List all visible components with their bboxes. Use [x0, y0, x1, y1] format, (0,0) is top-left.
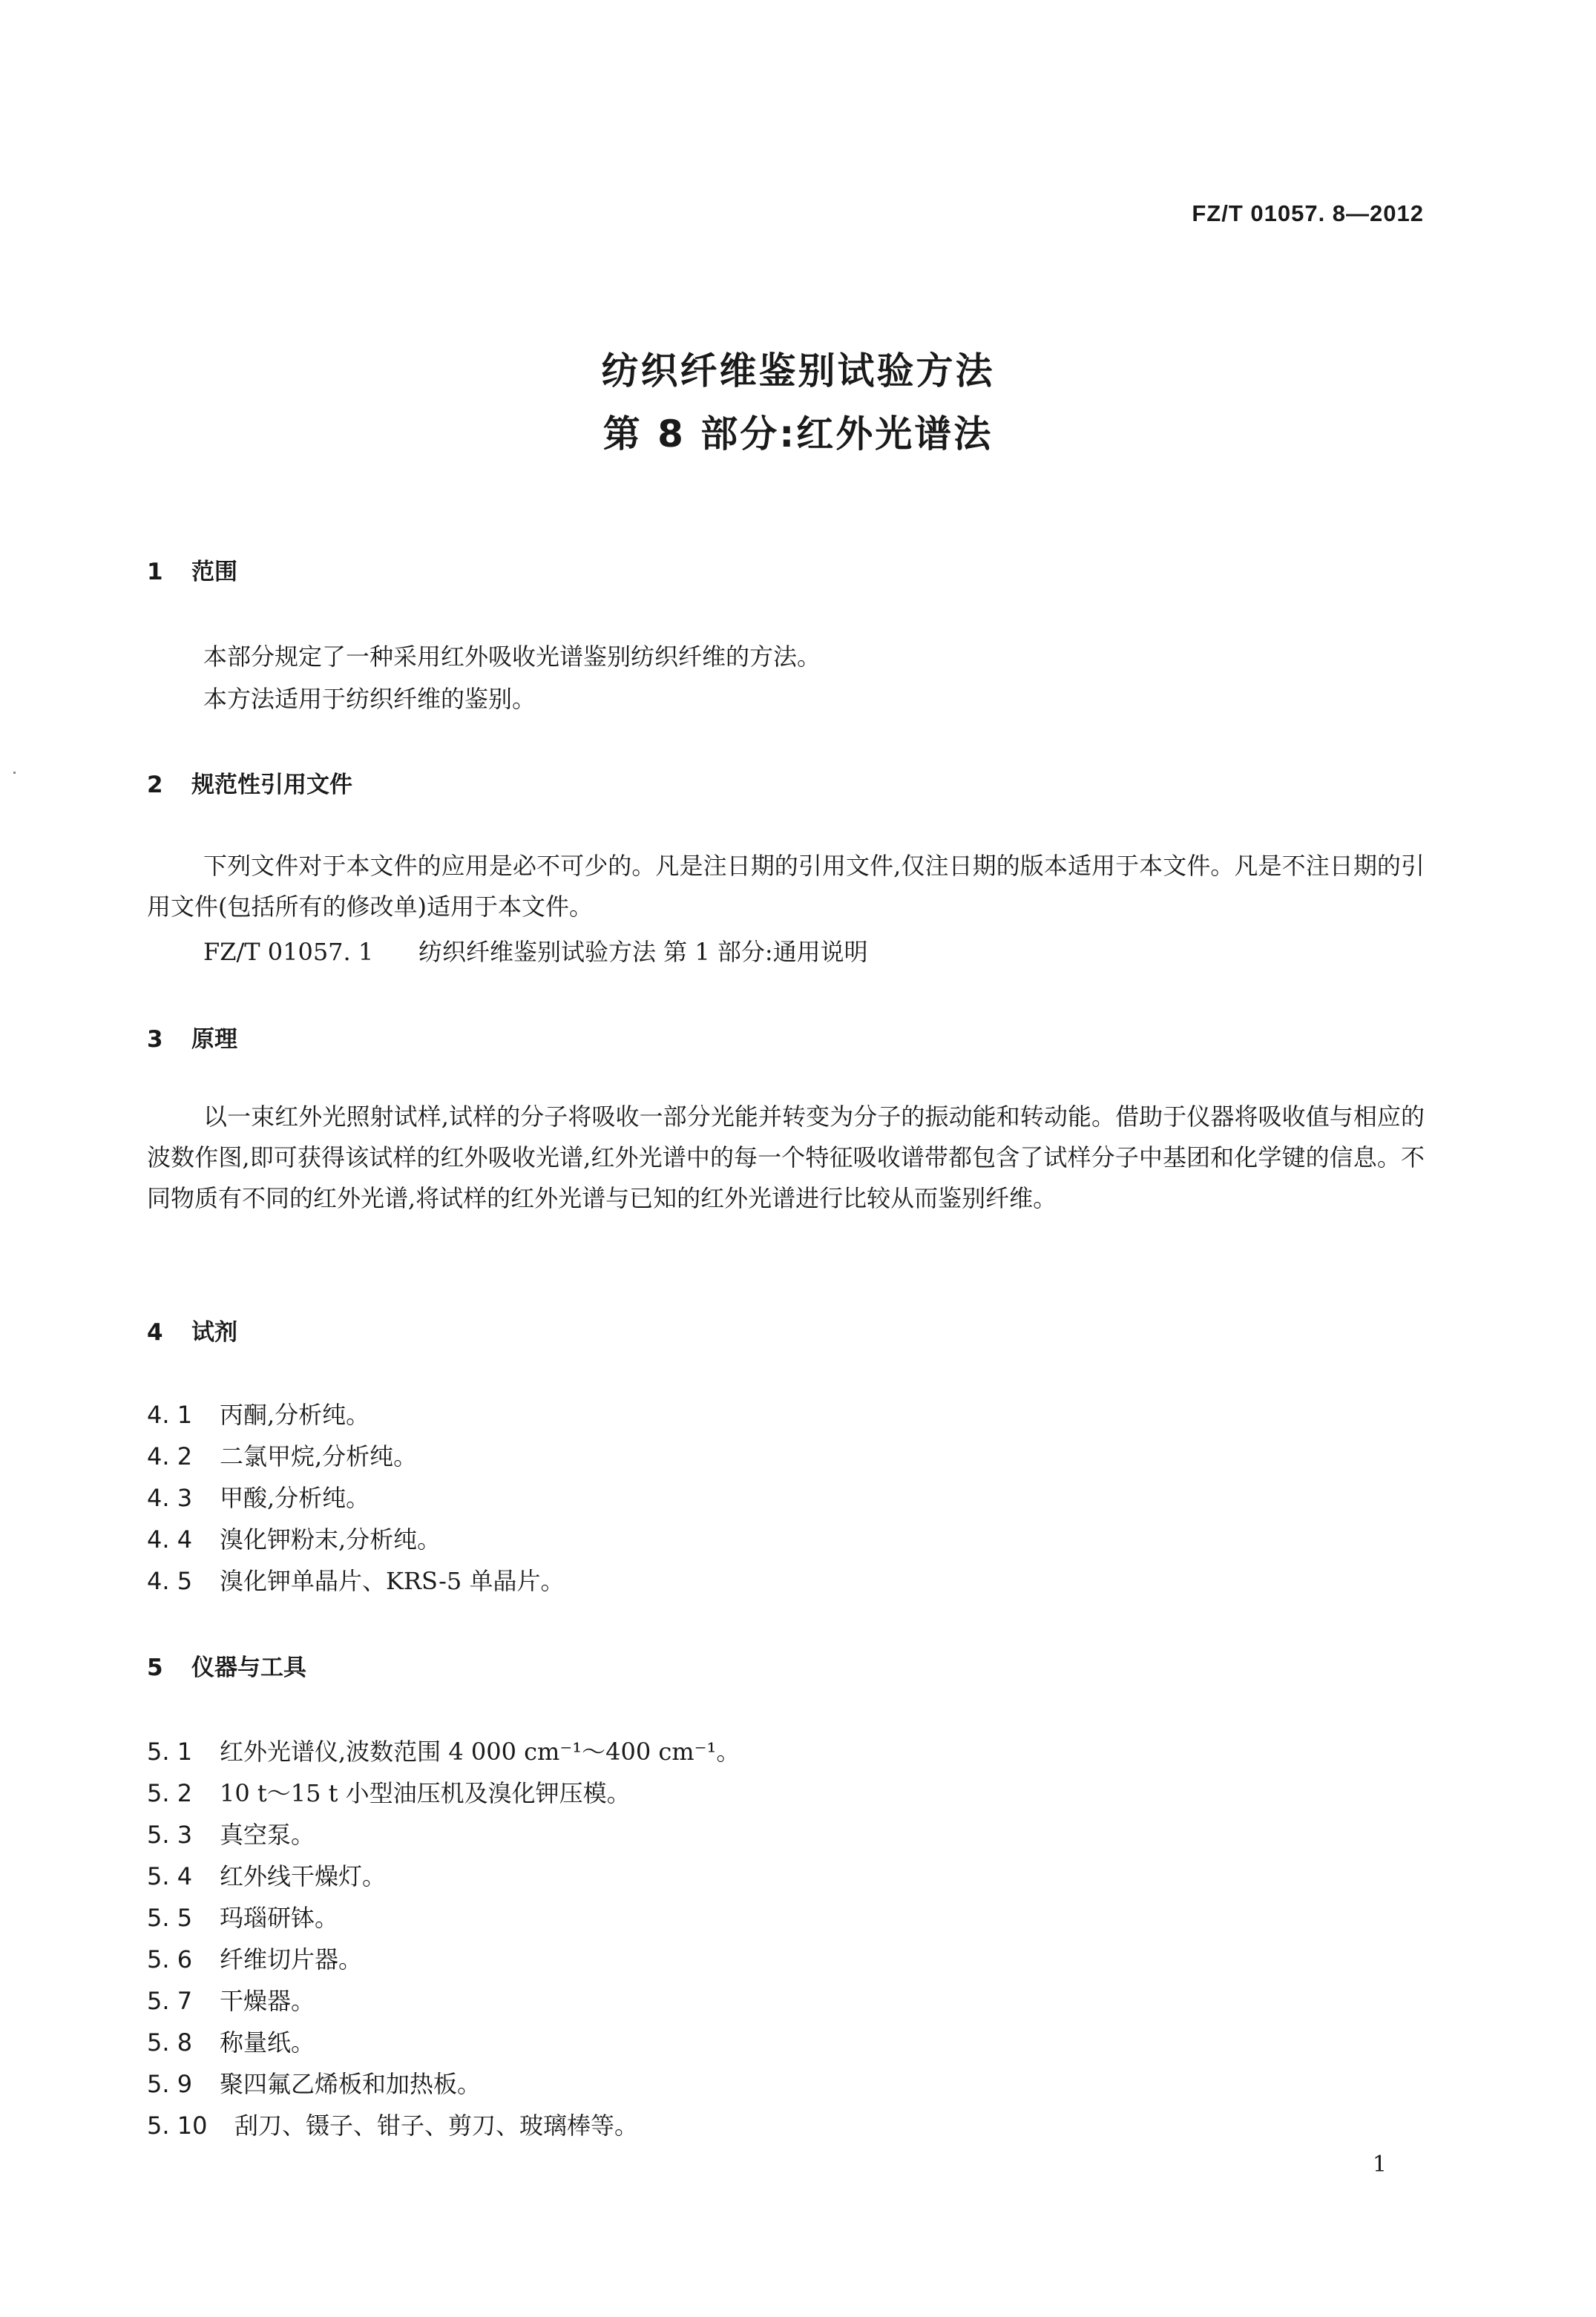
section-heading-2 [147, 766, 352, 799]
list-item [147, 2024, 315, 2058]
section-number: 4 [147, 1319, 163, 1346]
section-title: 规范性引用文件 [191, 772, 352, 798]
item-number: 4. 2 [147, 1442, 193, 1470]
item-number: 5. 3 [147, 1821, 193, 1849]
list-item [147, 1899, 338, 1933]
item-text: 丙酮,分析纯。 [220, 1401, 370, 1429]
item-number: 5. 7 [147, 1987, 193, 2015]
section-number: 5 [147, 1654, 163, 1681]
item-number: 5. 1 [147, 1738, 193, 1766]
item-number: 5. 2 [147, 1779, 193, 1807]
item-text: 聚四氟乙烯板和加热板。 [220, 2070, 482, 2098]
scope-paragraph-1: 本部分规定了一种采用红外吸收光谱鉴别纺织纤维的方法。 [203, 642, 821, 671]
list-item [147, 1733, 740, 1767]
item-number: 5. 6 [147, 1945, 193, 1973]
section-title: 仪器与工具 [191, 1654, 306, 1681]
reference-code: FZ/T 01057. 1 [203, 938, 374, 966]
section-title: 范围 [191, 559, 237, 585]
section-heading-1 [147, 553, 237, 586]
list-item [147, 1521, 441, 1555]
list-item [147, 1982, 315, 2017]
document-title: 纺织纤维鉴别试验方法 [601, 349, 995, 392]
page-number: 1 [1372, 2152, 1387, 2178]
list-item [147, 1438, 417, 1472]
section-heading-4 [147, 1313, 237, 1347]
item-text: 红外线干燥灯。 [220, 1862, 387, 1890]
reference-entry [203, 933, 868, 967]
item-text: 10 t～15 t 小型油压机及溴化钾压模。 [220, 1779, 631, 1807]
scope-paragraph-2: 本方法适用于纺织纤维的鉴别。 [203, 685, 536, 713]
section-number: 3 [147, 1026, 163, 1053]
list-item [147, 1941, 362, 1975]
section-number: 2 [147, 772, 163, 798]
item-number: 5. 5 [147, 1904, 193, 1932]
section-number: 1 [147, 559, 163, 585]
item-text: 干燥器。 [220, 1987, 315, 2015]
item-number: 5. 10 [147, 2111, 208, 2140]
scan-artifact [13, 772, 16, 774]
document-subtitle: 第 8 部分:红外光谱法 [602, 413, 994, 456]
item-text: 二氯甲烷,分析纯。 [220, 1442, 418, 1470]
standard-code: FZ/T 01057. 8—2012 [1192, 200, 1424, 226]
item-number: 4. 4 [147, 1525, 193, 1554]
item-number: 5. 9 [147, 2070, 193, 2098]
item-text: 红外光谱仪,波数范围 4 000 cm⁻¹～400 cm⁻¹。 [220, 1738, 740, 1766]
reference-title: 纺织纤维鉴别试验方法 第 1 部分:通用说明 [418, 938, 868, 966]
list-item [147, 1816, 315, 1850]
list-item [147, 1479, 370, 1514]
list-item [147, 1775, 631, 1809]
item-number: 4. 5 [147, 1567, 193, 1595]
normative-references-paragraph: 下列文件对于本文件的应用是必不可少的。凡是注日期的引用文件,仅注日期的版本适用于本文件。凡是不注日期的引用文件(包括所有的修改单)适用于本文件。 [147, 852, 1425, 921]
item-number: 4. 1 [147, 1401, 193, 1429]
list-item [147, 1562, 564, 1597]
principle-paragraph: 以一束红外光照射试样,试样的分子将吸收一部分光能并转变为分子的振动能和转动能。借助于仪器将吸收值与相应的波数作图,即可获得该试样的红外吸收光谱,红外光谱中的每一个特征吸收谱带都包含了试样分子中基团和化学键的信息。不同物质有不同的红外光谱,将试样的红外光谱与已知的红外光谱进行比较从而鉴别纤维。 [147, 1102, 1425, 1212]
item-number: 5. 4 [147, 1862, 193, 1890]
section-heading-3 [147, 1020, 237, 1054]
item-text: 真空泵。 [220, 1821, 315, 1849]
list-item [147, 2107, 638, 2141]
item-text: 溴化钾单晶片、KRS-5 单晶片。 [220, 1567, 565, 1595]
item-text: 玛瑙研钵。 [220, 1904, 339, 1932]
section-title: 原理 [191, 1026, 237, 1053]
item-text: 纤维切片器。 [220, 1945, 363, 1973]
section-heading-5 [147, 1649, 306, 1682]
item-number: 5. 8 [147, 2028, 193, 2057]
item-text: 甲酸,分析纯。 [220, 1484, 370, 1512]
item-text: 称量纸。 [220, 2028, 315, 2057]
item-number: 4. 3 [147, 1484, 193, 1512]
list-item [147, 1858, 386, 1892]
list-item [147, 1396, 370, 1430]
list-item [147, 2065, 481, 2100]
item-text: 溴化钾粉末,分析纯。 [220, 1525, 441, 1554]
section-title: 试剂 [191, 1319, 237, 1346]
item-text: 刮刀、镊子、钳子、剪刀、玻璃棒等。 [234, 2111, 639, 2140]
